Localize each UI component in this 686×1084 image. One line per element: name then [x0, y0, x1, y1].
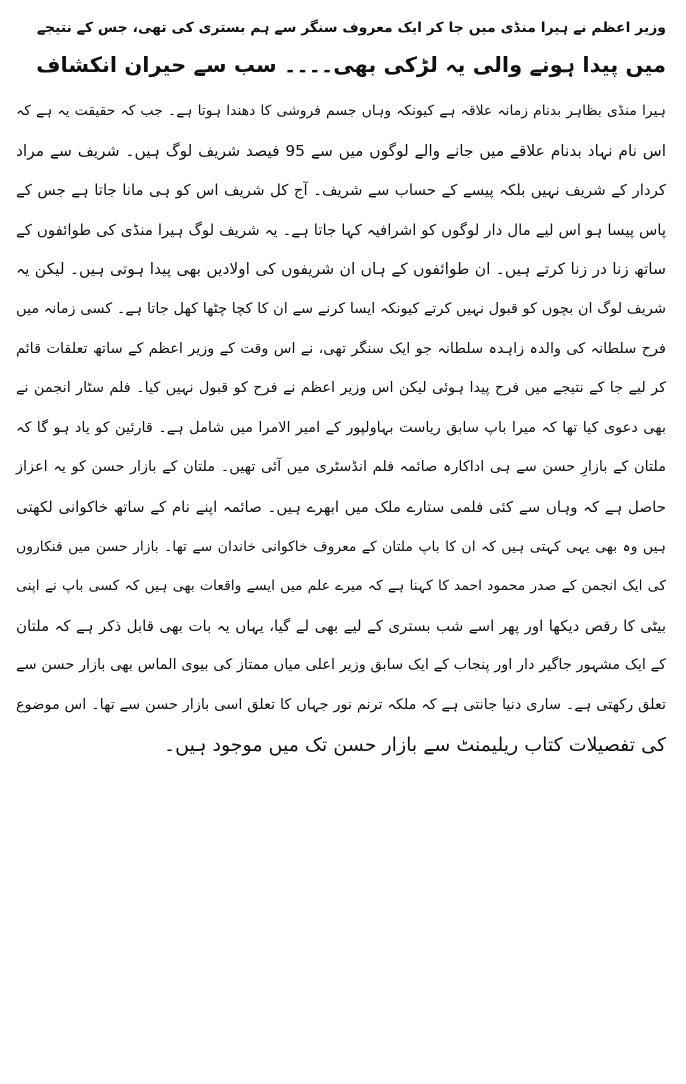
- body-line-9: بھی دعوی کیا تھا کہ میرا باپ سابق ریاست بہاولپور کے امیر الامرا میں شامل ہے۔ قارئین کو یاد ہو گا کہ: [16, 419, 666, 436]
- article-body: [16, 92, 666, 765]
- body-line-4: پاس پیسا ہو اس لیے مال دار لوگوں کو اشرافیہ کہا جاتا ہے۔ یہ شریف لوگ ہیرا منڈی کی طوائفوں کے: [16, 220, 666, 239]
- body-line-13: کی ایک انجمن کے صدر محمود احمد کا کہنا ہے کہ میرے علم میں ایسے واقعات بھی ہیں کہ کسی باپ نے اپنی: [16, 578, 666, 595]
- body-line-8: کر لیے جا کے نتیجے میں فرح پیدا ہوئی لیکن اس وزیر اعظم نے فرح کو قبول نہیں کیا۔ فلم سٹار انجمن نے: [16, 380, 666, 397]
- body-line-11: حاصل ہے کہ وہاں سے کئی فلمی ستارے ملک میں ابھرے ہیں۔ صائمہ اپنے نام کے ساتھ خاکوانی لکھتی: [16, 497, 666, 516]
- body-line-17: کی تفصیلات کتاب ریلیمنٹ سے بازار حسن تک میں موجود ہیں۔: [164, 733, 666, 756]
- body-line-16: تعلق رکھتی ہے۔ ساری دنیا جانتی ہے کہ ملکہ ترنم نور جہاں کا تعلق اسی بازار حسن سے تھا۔ اس موضوع: [16, 696, 666, 713]
- body-line-1: ہیرا منڈی بظاہر بدنام زمانہ علاقہ ہے کیونکہ وہاں جسم فروشی کا دھندا ہوتا ہے۔ جب کہ حقیقت یہ ہے کہ: [16, 103, 666, 119]
- headline-line-2: میں پیدا ہونے والی یہ لڑکی بھی۔۔۔۔ سب سے حیران انکشاف: [36, 53, 666, 77]
- body-line-10: ملتان کے بازارِ حسن سے ہی اداکارہ صائمہ فلم انڈسٹری میں آئی تھیں۔ ملتان کے بازار حسن کو یہ اعزاز: [16, 459, 666, 476]
- body-line-5: ساتھ زنا در زنا کرتے ہیں۔ ان طوائفوں کے ہاں ان شریفوں کی اولادیں بھی پیدا ہوتی ہیں۔ لیکن یہ: [16, 260, 666, 279]
- body-line-3: کردار کے شریف نہیں بلکہ پیسے کے حساب سے شریف۔ آج کل شریف اس کو ہی مانا جاتا ہے جس کے: [16, 181, 666, 200]
- article-headline: [16, 10, 666, 84]
- body-line-6: شریف لوگ ان بچوں کو قبول نہیں کرتے کیونکہ ایسا کرنے سے ان کا کچا چٹھا کھل جاتا ہے۔ کسی زمانہ میں: [16, 300, 666, 317]
- body-line-2: اس نام نہاد بدنام علاقے میں جانے والے لوگوں میں سے 95 فیصد شریف لوگ ہیں۔ شریف سے مراد: [16, 141, 667, 160]
- body-line-7: فرح سلطانہ کی والدہ زاہدہ سلطانہ جو ایک سنگر تھی، نے اس وقت کے وزیر اعظم کے ساتھ تعلقات قائم: [16, 340, 666, 357]
- body-line-12: ہیں وہ بھی یہی کہتی ہیں کہ ان کا باپ ملتان کے معروف خاکوانی خاندان سے تھا۔ بازار حسن میں فنکاروں: [16, 538, 666, 555]
- headline-line-1: وزیر اعظم نے ہیرا منڈی میں جا کر ایک معروف سنگر سے ہم بستری کی تھی، جس کے نتیجے: [36, 20, 666, 36]
- body-line-14: بیٹی کا رقص دیکھا اور پھر اسے شب بستری کے لیے بھی لے گیا، یہاں یہ بات بھی قابل ذکر ہے کہ ملتان: [16, 616, 666, 635]
- body-line-15: کے ایک مشہور جاگیر دار اور پنجاب کے ایک سابق وزیر اعلی میاں ممتاز کی بیوی الماس بھی بازار حسن سے: [16, 657, 666, 674]
